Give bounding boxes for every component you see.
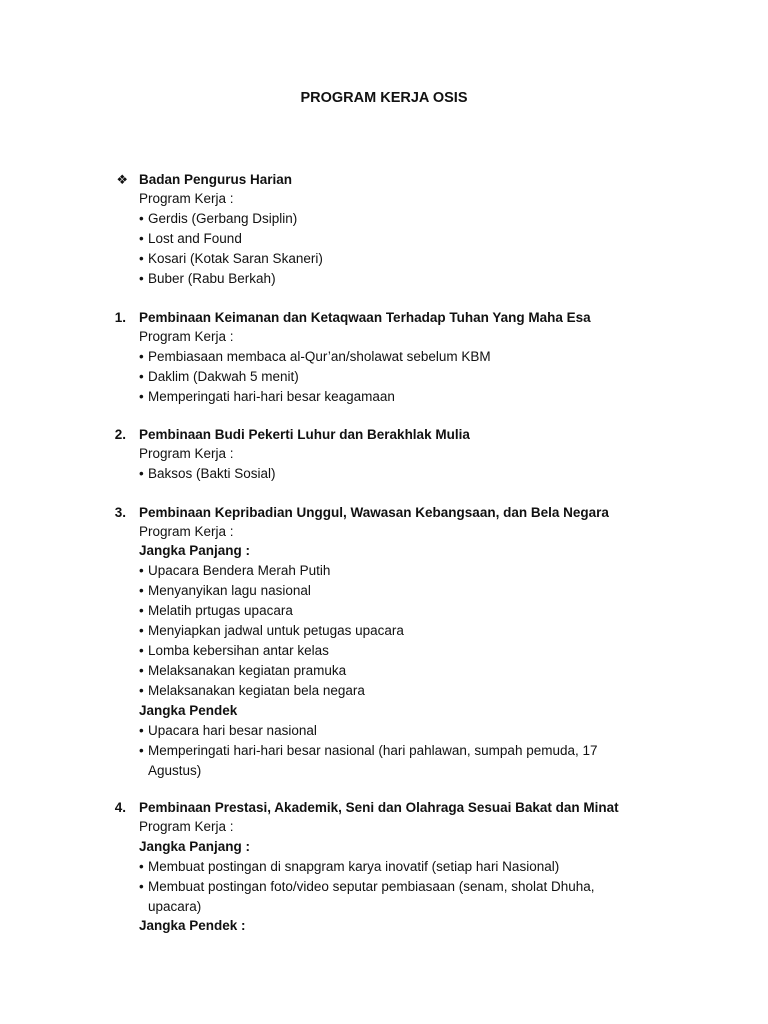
program-kerja-label: Program Kerja : (139, 819, 234, 834)
list-item: • Membuat postingan foto/video seputar pembiasaan (senam, sholat Dhuha, upacara) (139, 879, 595, 914)
list-item: • Upacara Bendera Merah Putih (139, 563, 331, 578)
section-number: 1. (114, 310, 126, 325)
program-kerja-label: Program Kerja : (139, 524, 234, 539)
diamond-bullet-icon: ❖ (116, 172, 128, 187)
section-heading-text: Pembinaan Budi Pekerti Luhur dan Berakhlak Mulia (139, 427, 470, 442)
jangka-panjang-label: Jangka Panjang : (139, 839, 251, 854)
section-number: 3. (114, 505, 126, 520)
section-number: 2. (114, 427, 126, 442)
list-item: • Daklim (Dakwah 5 menit) (139, 369, 299, 384)
list-item: • Membuat postingan di snapgram karya inovatif (setiap hari Nasional) (139, 859, 560, 874)
list-item: • Memperingati hari-hari besar nasional (hari pahlawan, sumpah pemuda, 17 Agustus) (139, 743, 598, 778)
list-item: • Lost and Found (139, 231, 242, 246)
section-heading-text: Badan Pengurus Harian (139, 172, 293, 187)
program-kerja-label: Program Kerja : (139, 329, 234, 344)
list-item: • Lomba kebersihan antar kelas (139, 643, 329, 658)
program-kerja-label: Program Kerja : (139, 191, 234, 206)
list-item: • Gerdis (Gerbang Dsiplin) (139, 211, 298, 226)
section-heading-text: Pembinaan Prestasi, Akademik, Seni dan Olahraga Sesuai Bakat dan Minat (139, 800, 619, 815)
list-item: • Menyanyikan lagu nasional (139, 583, 311, 598)
section-heading-text: Pembinaan Kepribadian Unggul, Wawasan Kebangsaan, dan Bela Negara (139, 505, 609, 520)
section-heading-text: Pembinaan Keimanan dan Ketaqwaan Terhadap Tuhan Yang Maha Esa (139, 310, 591, 325)
list-item: • Menyiapkan jadwal untuk petugas upacara (139, 623, 404, 638)
jangka-panjang-label: Jangka Panjang : (139, 543, 251, 558)
list-item: • Pembiasaan membaca al-Qur’an/sholawat sebelum KBM (139, 349, 491, 364)
section-number: 4. (114, 800, 126, 815)
list-item: • Buber (Rabu Berkah) (139, 271, 276, 286)
program-kerja-label: Program Kerja : (139, 446, 234, 461)
list-item: • Memperingati hari-hari besar keagamaan (139, 389, 395, 404)
list-item: • Kosari (Kotak Saran Skaneri) (139, 251, 323, 266)
list-item: • Upacara hari besar nasional (139, 723, 317, 738)
list-item: • Melatih prtugas upacara (139, 603, 293, 618)
list-item: • Baksos (Bakti Sosial) (139, 466, 276, 481)
page-title: PROGRAM KERJA OSIS (300, 90, 468, 106)
list-item: • Melaksanakan kegiatan pramuka (139, 663, 347, 678)
jangka-pendek-label: Jangka Pendek (139, 703, 238, 718)
list-item: • Melaksanakan kegiatan bela negara (139, 683, 365, 698)
jangka-pendek-label: Jangka Pendek : (139, 918, 246, 933)
